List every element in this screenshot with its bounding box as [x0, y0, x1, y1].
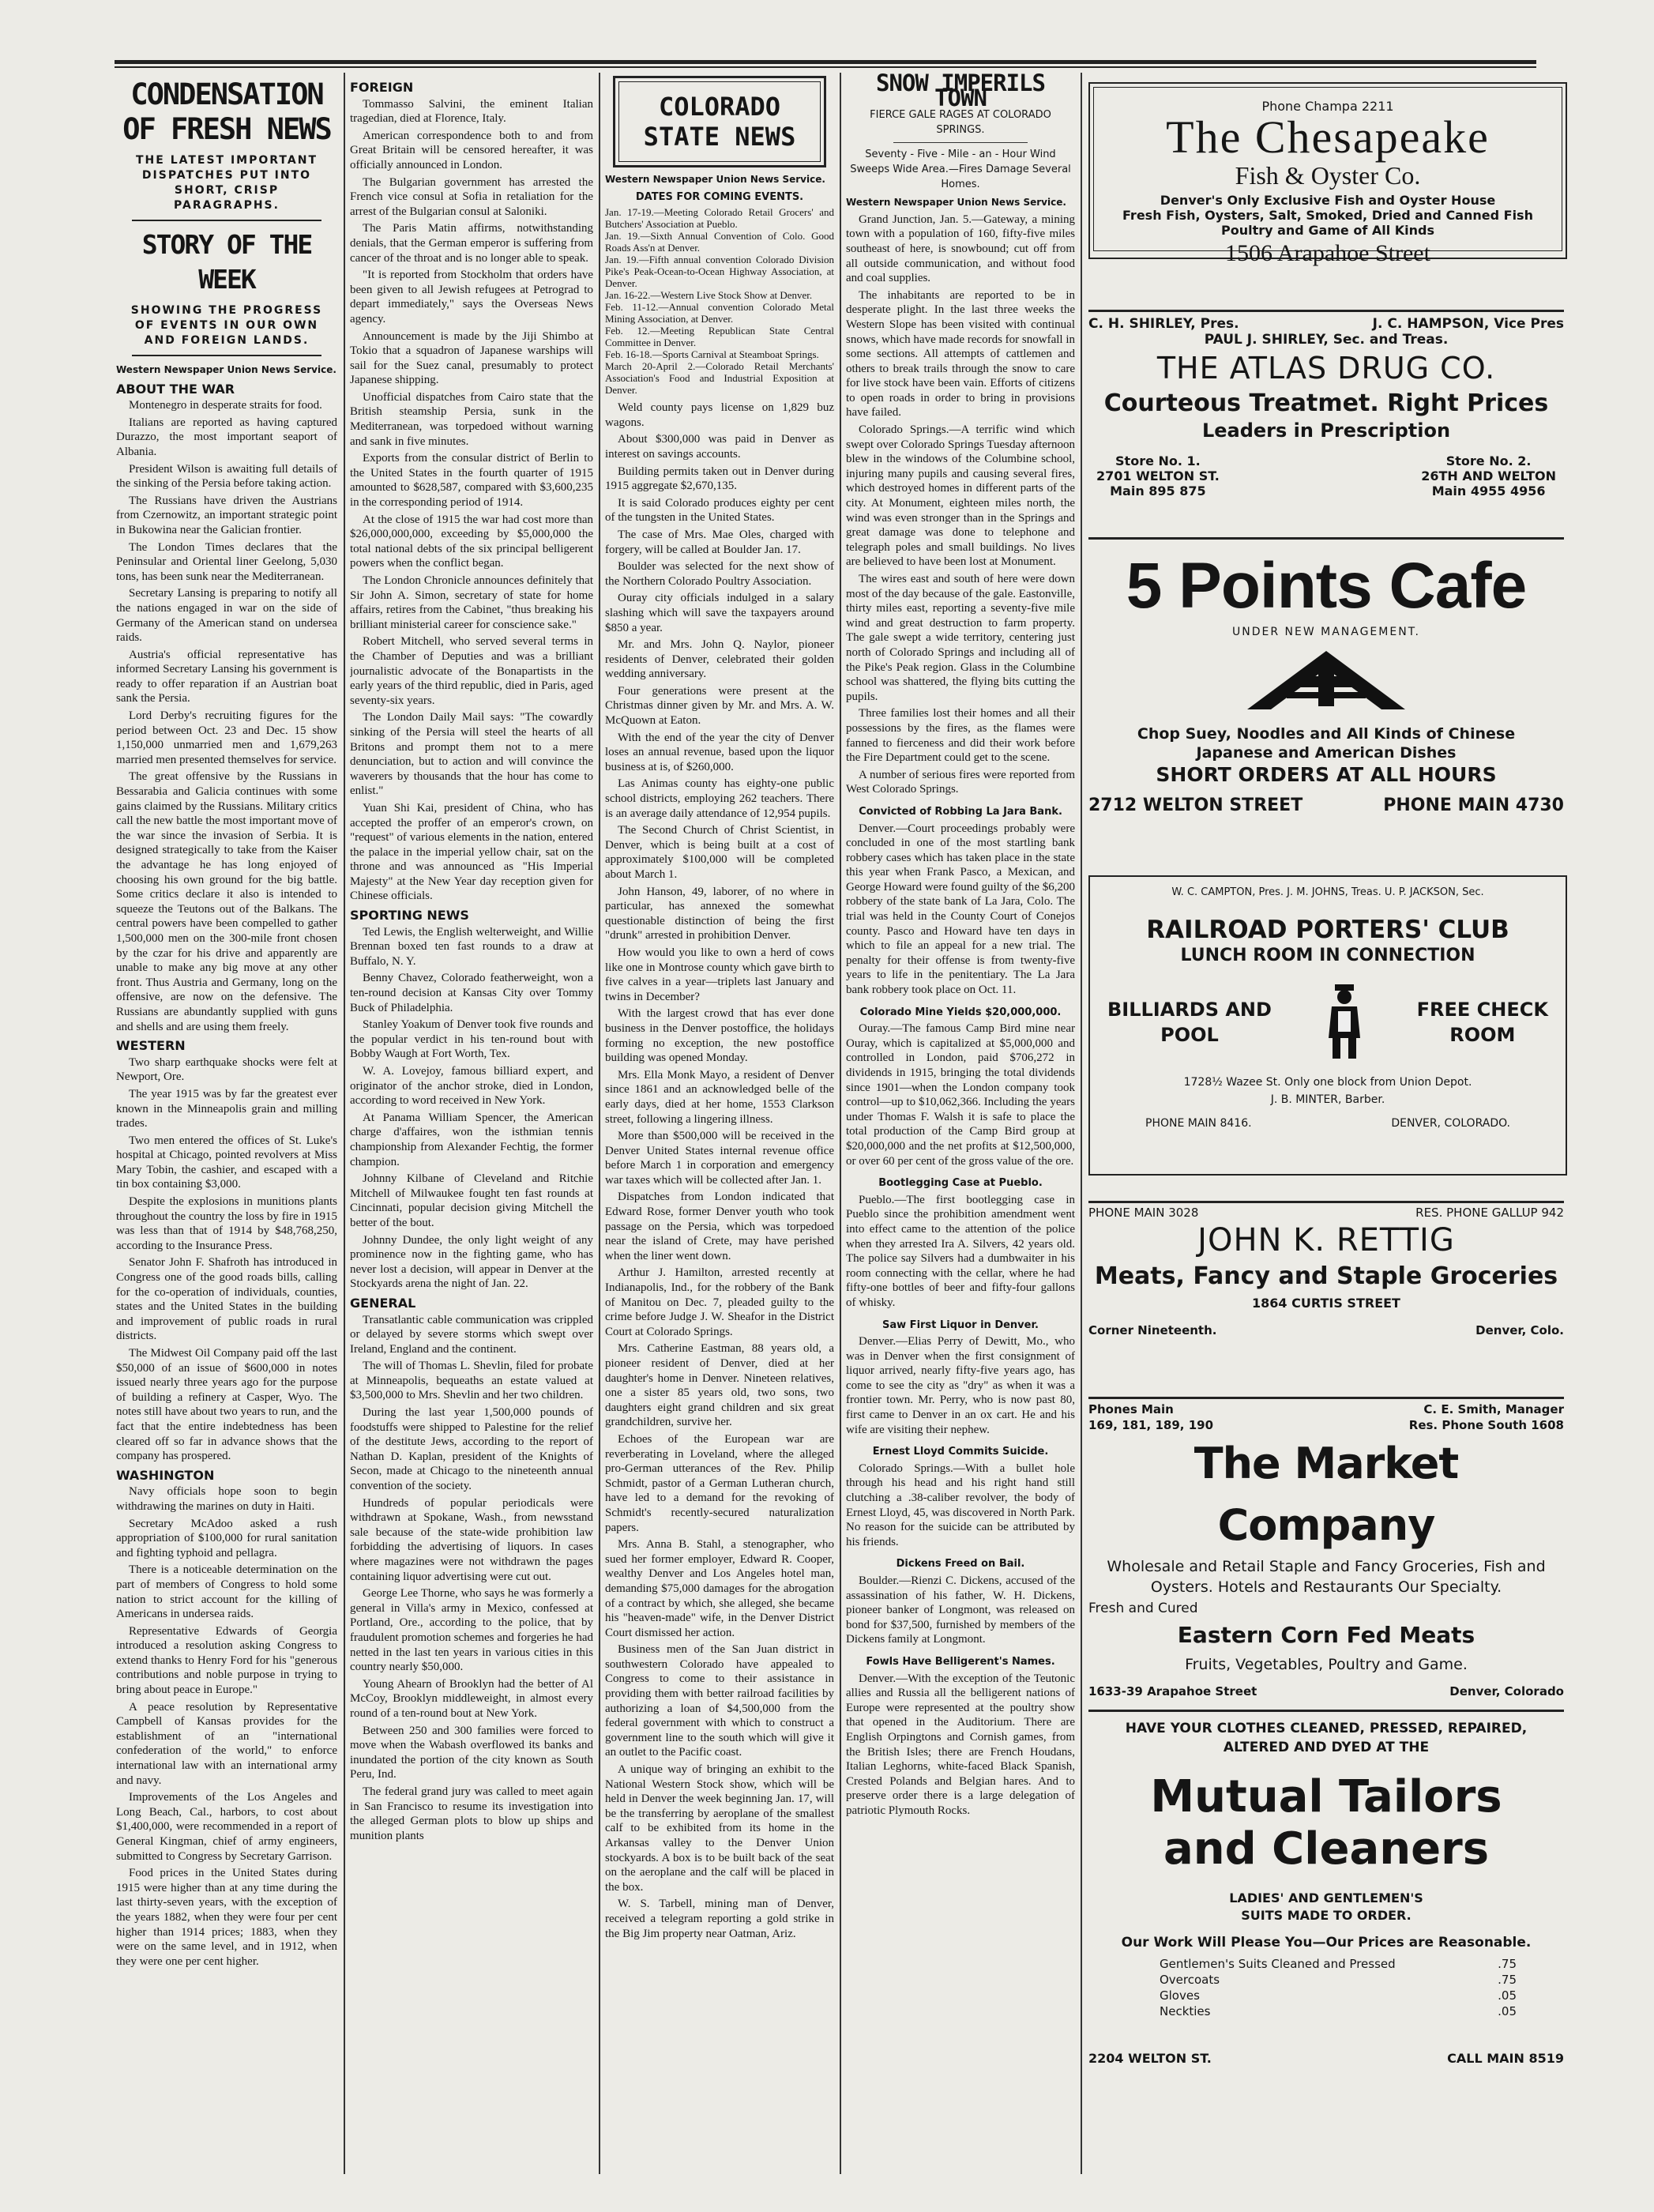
column-kicker-secondary: SHOWING THE PROGRESS OF EVENTS IN OUR OWN AND FOREIGN LANDS.	[130, 304, 323, 347]
column-divider	[344, 73, 345, 2174]
event-dates-list	[605, 206, 834, 396]
ad-address: 1506 Arapahoe Street	[1225, 240, 1430, 266]
store-label: Store No. 2.	[1445, 453, 1532, 468]
ad-phones-row	[1088, 1206, 1564, 1220]
article-paragraph: The Paris Matin affirms, notwithstanding denials, that the German emperor is suffering from cancer of the throat and is no longer able to speak.	[350, 222, 593, 265]
story-paragraph: Denver.—With the exception of the Teutonic allies and Russia all the belligerent nations of Europe were represented at the poultry show that opened in the Auditorium. There are English Orpingtons and Cornish games, from the British Isles; there are French Houdans, Italian Leghorns, white-faced Black Spanish, Crested Polands and Belgian hares. And to preserve order there is a large delegation of patriotic Plymouth Rocks.	[846, 1672, 1075, 1817]
ad-phones	[1088, 1401, 1213, 1433]
ad-footer-row	[1088, 796, 1564, 815]
pagoda-icon	[1239, 645, 1413, 716]
article-paragraph: Navy officials hope soon to begin withdrawing the marines on duty in Haiti.	[116, 1485, 337, 1513]
news-item: Las Animas county has eighty-one public school districts, employing 262 teachers. There is an average daily attendance of 12,954 pupils.	[605, 777, 834, 820]
ad-phone: PHONE MAIN 3028	[1088, 1206, 1199, 1220]
article-paragraph: The will of Thomas L. Shevlin, filed for probate at Minneapolis, bequeaths an estate valued at $3,500,000 to Mrs. Shevlin and her two children.	[350, 1360, 593, 1402]
ad-corner: Corner Nineteenth.	[1088, 1323, 1217, 1337]
article-paragraph: Johnny Kilbane of Cleveland and Ritchie Mitchell of Milwaukee fought ten fast rounds at Cincinnati, popular decision giving Mitchell the better of the bout.	[350, 1172, 593, 1229]
ad-market-company	[1088, 1401, 1564, 1702]
article-paragraph: George Lee Thorne, who says he was formerly a general in Villa's army in Mexico, confessed at Portland, Ore., according to the police, that by fraudulent promotion schemes and forgeries he had netted in the last ten years in various cities in this country nearly $50,000.	[350, 1587, 593, 1674]
news-item: Weld county pays license on 1,829 buz wagons.	[605, 401, 834, 429]
ad-line: Chop Suey, Noodles and All Kinds of Chinese	[1137, 725, 1516, 743]
news-item: Mrs. Ella Monk Mayo, a resident of Denver since 1861 and an acknowledged belle of the early days, died at her home, 1553 Clarkson street, following a lingering illness.	[605, 1068, 834, 1126]
event-date-item: Feb. 16-18.—Sports Carnival at Steamboat Springs.	[605, 348, 819, 361]
article-paragraph: President Wilson is awaiting full details of the sinking of the Persia before taking action.	[116, 462, 337, 491]
ad-divider	[1088, 537, 1564, 540]
article-paragraph: Secretary Lansing is preparing to notify all the nations engaged in war on the side of Germany of the American stand on undersea raids.	[116, 587, 337, 645]
article-paragraph: At the close of 1915 the war had cost more than $26,000,000,000, exceeding by $5,000,000 the total national debts of the six principal belligerent powers when the conflict began.	[350, 513, 593, 570]
ad-address: 1864 CURTIS STREET	[1252, 1296, 1400, 1311]
column-divider	[599, 73, 600, 2174]
ad-slogan: Leaders in Prescription	[1201, 419, 1451, 442]
article-paragraph: Secretary McAdoo asked a rush appropriation of $100,000 for rural sanitation and fighting typhoid and pellagra.	[116, 1517, 337, 1559]
ad-store-2	[1421, 453, 1556, 498]
article-paragraph: Announcement is made by the Jiji Shimbo at Tokio that a squadron of Japanese warships will sail for the Suez canal, presumably to protect Japanese shipping.	[350, 329, 593, 387]
ad-line: LADIES' AND GENTLEMEN'S	[1229, 1890, 1423, 1905]
article-sections	[116, 382, 337, 1969]
article-paragraph: The Russians have driven the Austrians from Czernowitz, an important strategic point in Bukowina near the Galician frontier.	[116, 494, 337, 536]
divider	[132, 220, 321, 221]
ad-phone: PHONE MAIN 4730	[1383, 796, 1564, 815]
phones-value: 169, 181, 189, 190	[1088, 1418, 1214, 1432]
ad-address: 1728½ Wazee St. Only one block from Union Depot.	[1183, 1076, 1472, 1089]
ad-city: DENVER, COLORADO.	[1391, 1117, 1510, 1130]
section-heading: WESTERN	[116, 1038, 186, 1054]
news-item: With the largest crowd that has ever done business in the Denver postoffice, the holidays forming no exception, the new postoffice building was opened Monday.	[605, 1007, 834, 1065]
news-service-credit: Western Newspaper Union News Service.	[846, 197, 1066, 209]
ad-atlas-drug	[1088, 316, 1564, 529]
article-paragraph: A peace resolution by Representative Campbell of Kansas provides for the establishment of an "international confederation of the world," to enforce international law with an international army and navy.	[116, 1700, 337, 1787]
article-paragraph: The London Times declares that the Peninsular and Oriental liner Geelong, 5,030 tons, has been sunk near the Mediterranean.	[116, 540, 337, 583]
ad-features-row	[1090, 983, 1566, 1062]
column-foreign-general	[350, 76, 593, 2193]
price-value: .05	[1498, 1988, 1517, 2003]
feature-line: BILLIARDS AND	[1107, 999, 1272, 1021]
news-item: Ouray city officials indulged in a salary slashing which will save the taxpayers around $850 a year.	[605, 592, 834, 634]
phones-label: Phones Main	[1088, 1402, 1174, 1416]
article-paragraph: "It is reported from Stockholm that orders have been given to all Jewish refugees at Petrograd to depart immediately," says the Overseas News agency.	[350, 269, 593, 325]
event-date-item: Jan. 19.—Fifth annual convention Colorado Division Pike's Peak-Ocean-to-Ocean Highway Association, at Denver.	[605, 254, 834, 290]
price-item: Gentlemen's Suits Cleaned and Pressed	[1160, 1957, 1396, 1971]
event-date-item: Jan. 16-22.—Western Live Stock Show at Denver.	[605, 289, 813, 302]
article-paragraph: Yuan Shi Kai, president of China, who has accepted the proffer of an emperor's crown, on "request" of various elements in the nation, entered the palace in the imperial yellow chair, sat on the throne and was announced as "His Imperial Majesty" at the New Year day reception given for Chinese officials.	[350, 801, 593, 903]
ad-manager	[1409, 1401, 1564, 1433]
column-divider	[1081, 73, 1082, 2174]
section-heading: GENERAL	[350, 1295, 416, 1311]
news-item: Four generations were present at the Christmas dinner given by Mr. and Mrs. A. W. McQuown at Eaton.	[605, 684, 834, 728]
ad-divider	[1088, 1710, 1564, 1712]
store-address: 26TH AND WELTON	[1421, 468, 1556, 483]
article-paragraph: Italians are reported as having captured Durazzo, the most important seaport of Albania.	[116, 416, 337, 458]
article-paragraph: Improvements of the Los Angeles and Long Beach, Cal., harbors, to cost about $1,400,000, were recommended in a report of General Kingman, chief of army engineers, submitted to Congress by Secretary Garrison.	[116, 1791, 337, 1863]
story-heading: Saw First Liquor in Denver.	[882, 1319, 1039, 1331]
column-divider	[840, 73, 841, 2174]
story-paragraph: Three families lost their homes and all their possessions by the fires, as the flames were fanned to fierceness and did their work before the Fire Department could get to the scene.	[846, 707, 1075, 765]
ad-line: Oysters. Hotels and Restaurants Our Specialty.	[1150, 1578, 1502, 1596]
article-paragraph: During the last year 1,500,000 pounds of foodstuffs were shipped to Palestine for the relief of the destitute Jews, according to the report of Nathan D. Kaplan, president of the Knights of Secon, made at Chicago to the nineteenth annual convention of the society.	[350, 1406, 593, 1493]
manager-name: C. E. Smith, Manager	[1423, 1402, 1564, 1416]
news-item: The Second Church of Christ Scientist, in Denver, which is being built at a cost of approximately $100,000 will be completed about March 1.	[605, 824, 834, 881]
ad-business-name: JOHN K. RETTIG	[1197, 1222, 1455, 1258]
article-paragraph: Between 250 and 300 families were forced to move when the Wabash overflowed its banks and inundated the portion of the city known as South Peru, Ind.	[350, 1724, 593, 1781]
ad-line: Fruits, Vegetables, Poultry and Game.	[1185, 1656, 1468, 1673]
price-value: .05	[1498, 2004, 1517, 2018]
story-headline: SNOW IMPERILS TOWN	[876, 73, 1045, 111]
story-heading: Convicted of Robbing La Jara Bank.	[859, 805, 1062, 818]
ad-footer-row	[1088, 1684, 1564, 1698]
news-item: Arthur J. Hamilton, arrested recently at Indianapolis, Ind., for the robbery of the Bank of Manitou on Dec. 7, pleaded guilty to the crime before Judge J. W. Sheafor in the District Court at Colorado Springs.	[605, 1266, 834, 1338]
article-paragraph: Two sharp earthquake shocks were felt at Newport, Ore.	[116, 1055, 337, 1084]
ad-line: Wholesale and Retail Staple and Fancy Groceries, Fish and	[1107, 1558, 1546, 1575]
price-row	[1160, 1972, 1517, 1988]
news-item: Mr. and Mrs. John Q. Naylor, pioneer residents of Denver, celebrated their golden wedding anniversary.	[605, 638, 834, 681]
news-item: It is said Colorado produces eighty per cent of the tungsten in the United States.	[605, 496, 834, 525]
news-item: John Hanson, 49, laborer, of no where in particular, has annexed the somewhat questionable distinction of being the first "drunk" arrested in prohibition Denver.	[605, 885, 834, 942]
ad-address: 1633-39 Arapahoe Street	[1088, 1684, 1257, 1698]
ad-city: Denver, Colorado	[1449, 1684, 1564, 1698]
ad-header-row	[1088, 1401, 1564, 1433]
feature-line: POOL	[1160, 1024, 1219, 1046]
ad-management: UNDER NEW MANAGEMENT.	[1231, 626, 1421, 638]
story-heading: Colorado Mine Yields $20,000,000.	[859, 1006, 1062, 1018]
story-paragraph: The wires east and south of here were down most of the day because of the gale. Eastonville, thirty miles east, reporting a seventy-five mile wind and great destruction to farm property. The gale swept a wide territory, centering just north of Colorado Springs and including all of the Pike's Peak region. Glass in the Columbine school was shattered, the flying bits cutting the pupils.	[846, 573, 1075, 703]
article-paragraph: Austria's official representative has informed Secretary Lansing his government is ready to offer reparation if an Austrian boat sank the Persia.	[116, 648, 337, 705]
ad-business-subname: Fish & Oyster Co.	[1235, 161, 1421, 190]
price-item: Neckties	[1160, 2004, 1211, 2018]
masthead-title: COLORADO STATE NEWS	[618, 81, 821, 162]
column-snow-imperils	[846, 73, 1075, 2190]
event-date-item: Jan. 17-19.—Meeting Colorado Retail Grocers' and Butchers' Association at Pueblo.	[605, 206, 834, 231]
article-paragraph: Two men entered the offices of St. Luke's hospital at Chicago, pointed revolvers at Miss Mary Tobin, the cashier, and escaped with a tin box containing $3,000.	[116, 1134, 337, 1191]
article-paragraph: The Bulgarian government has arrested the French vice consul at Sofia in retaliation for the arrest of the Bulgarian consul at Saloniki.	[350, 175, 593, 218]
divider	[132, 355, 321, 356]
column-kicker: THE LATEST IMPORTANT DISPATCHES PUT INTO SHORT, CRISP PARAGRAPHS.	[135, 154, 318, 212]
dates-heading: DATES FOR COMING EVENTS.	[635, 190, 804, 203]
event-date-item: Feb. 11-12.—Annual convention Colorado Metal Mining Association, at Denver.	[605, 301, 834, 325]
ad-divider	[1088, 1397, 1564, 1399]
ad-barber: J. B. MINTER, Barber.	[1270, 1093, 1385, 1106]
ad-footer-row	[1090, 1117, 1566, 1130]
article-paragraph: The London Daily Mail says: "The cowardly sinking of the Persia will steel the hearts of all Britons and prompt them not to a mere denunciation, but to action and will convince the waverers by thousands that the hour has come to enlist."	[350, 711, 593, 798]
column-condensation	[116, 73, 337, 2190]
ad-line: Meats, Fancy and Staple Groceries	[1094, 1262, 1558, 1290]
story-paragraph: A number of serious fires were reported from West Colorado Springs.	[846, 768, 1075, 796]
ad-address: 2204 WELTON ST.	[1088, 2051, 1212, 2066]
section-heading: FOREIGN	[350, 80, 414, 95]
colorado-news-masthead	[613, 76, 826, 167]
price-row	[1160, 2003, 1517, 2019]
ad-footer-row	[1088, 1323, 1564, 1337]
article-paragraph: Tommasso Salvini, the eminent Italian tragedian, died at Florence, Italy.	[350, 97, 593, 126]
ad-phone: RES. PHONE GALLUP 942	[1415, 1206, 1564, 1220]
news-service-credit: Western Newspaper Union News Service.	[116, 364, 336, 375]
ad-officer: PAUL J. SHIRLEY, Sec. and Treas.	[1204, 332, 1449, 348]
article-paragraph: Lord Derby's recruiting figures for the period between Oct. 23 and Dec. 15 show 1,150,000 unmarried men and 1,679,263 married men presented themselves for service.	[116, 709, 337, 766]
article-paragraph: Stanley Yoakum of Denver took five rounds and the popular verdict in his ten-round bout with Bobby Waugh at Fort Worth, Tex.	[350, 1018, 593, 1061]
ad-divider	[1088, 1201, 1564, 1203]
story-paragraph: Boulder.—Rienzi C. Dickens, accused of the assassination of his father, W. H. Dickens, pioneer banker of Longmont, was released on bond for $37,500, furnished by members of the Dickens family at Longmont.	[846, 1574, 1075, 1646]
ad-officer: C. H. SHIRLEY, Pres.	[1088, 316, 1239, 332]
story-paragraph: Denver.—Court proceedings probably were concluded in one of the most startling bank robbery cases which has taken place in the state this year when Frank Pasco, a Mexican, and George Howard were found guilty of the $6,200 robbery of the state bank of La Jara, Colo. The trial was held in the County Court of Conejos county. Pasco and Howard have ten days in which to file an appeal for a new trial. The penalty for their offense is from twenty-five years to life in the penitentiary. The La Jara bank robbery took place on Oct. 11.	[846, 822, 1075, 997]
event-date-item: March 20-April 2.—Colorado Retail Merchants' Association's Food and Industrial Exposition at Denver.	[605, 360, 834, 397]
ad-line: Fresh Fish, Oysters, Salt, Smoked, Dried and Canned Fish	[1122, 208, 1533, 223]
news-item: Building permits taken out in Denver during 1915 aggregate $2,670,135.	[605, 465, 834, 493]
ad-store-1	[1096, 453, 1220, 498]
ad-feature-left	[1107, 997, 1272, 1048]
news-item: Echoes of the European war are reverberating in Loveland, where the alleged pro-German utterances of the Rev. Philip Schmidt, pastor of a German Lutheran church, have led to a demand for the revoking of Schmidt's recently-secured naturalization papers.	[605, 1432, 834, 1534]
ad-line: Our Work Will Please You—Our Prices are Reasonable.	[1121, 1935, 1532, 1951]
store-phone: Main 4955 4956	[1431, 483, 1546, 498]
ad-business-name: RAILROAD PORTERS' CLUB	[1146, 916, 1509, 944]
ad-line: Denver's Only Exclusive Fish and Oyster House	[1160, 193, 1496, 208]
price-row	[1160, 1956, 1517, 1972]
article-paragraph: Exports from the consular district of Berlin to the United States in the fourth quarter of 1915 amounted to $628,587, compared with $3,600,235 in the corresponding period of 1914.	[350, 452, 593, 510]
event-date-item: Jan. 19.—Sixth Annual Convention of Colo. Good Roads Ass'n at Denver.	[605, 230, 834, 254]
article-paragraph: American correspondence both to and from Great Britain will be censored hereafter, it was officially announced in London.	[350, 129, 593, 171]
ad-divider	[1088, 310, 1564, 312]
column-title: CONDENSATION OF FRESH NEWS	[122, 77, 331, 146]
price-row	[1160, 1988, 1517, 2003]
story-heading: Ernest Lloyd Commits Suicide.	[872, 1446, 1049, 1458]
ad-business-name: and Cleaners	[1163, 1823, 1490, 1875]
news-item: Dispatches from London indicated that Edward Rose, former Denver youth who took passage on the Persia, which was torpedoed near the island of Crete, may have perished when the liner went down.	[605, 1191, 834, 1262]
store-address: 2701 WELTON ST.	[1096, 468, 1220, 483]
ad-phone: PHONE MAIN 8416.	[1145, 1117, 1252, 1130]
story-paragraph: Ouray.—The famous Camp Bird mine near Ouray, which is capitalized at $5,000,000 and controlled in London, paid $706,272 in dividends in 1915, bringing the total dividends since 1901—when the London company took control—up to $10,062,366. Including the years under Thomas F. Walsh it is safe to place the total production of the Camp Bird group at $20,000,000 and the net profits at $12,500,000, or over 60 per cent of the gross value of the ore.	[846, 1022, 1075, 1168]
porter-figure-icon	[1321, 983, 1368, 1062]
article-paragraph: Food prices in the United States during 1915 were higher than at any time during the last thirty-seven years, with the exception of the years 1882, when they were four per cent higher than 1914 prices; 1883, when they were on the same level, and in 1912, when they were one per cent higher.	[116, 1867, 337, 1968]
ad-line: Japanese and American Dishes	[1196, 744, 1457, 762]
news-item: More than $500,000 will be received in the Denver United States internal revenue office before March 1 in corporation and emergency war taxes which will be collected after Jan. 1.	[605, 1130, 834, 1187]
news-item: Business men of the San Juan district in southwestern Colorado have appealed to Congress to come to their assistance in providing them with better railroad facilities by authorizing a loan of $4,500,000 from the federal government with which to construct a government line to the south which will give it an outlet to the Pacific coast.	[605, 1643, 834, 1759]
story-heading: Dickens Freed on Bail.	[896, 1558, 1025, 1571]
article-paragraph: Despite the explosions in munitions plants throughout the country the loss by fire in 1915 was less than that of 1914 by $48,768,250, according to the Insurance Press.	[116, 1195, 337, 1252]
article-paragraph: Robert Mitchell, who served several terms in the Chamber of Deputies and was a brilliant journalistic advocate of the Bonapartists in the early years of the third republic, died in Paris, aged seventy-six years.	[350, 635, 593, 707]
news-item: How would you like to own a herd of cows like one in Montrose county which gave birth to five calves in a year—triplets last January and twins in December?	[605, 946, 834, 1003]
news-item: About $300,000 was paid in Denver as interest on savings accounts.	[605, 433, 834, 461]
article-paragraph: The great offensive by the Russians in Bessarabia and Galicia continues with some gains claimed by the Russians. Military critics call the new battle the most important move of the war since the invasion of Serbia. It is designed strategically to take from the Kaiser the advantage he has long enjoyed of choosing his own ground for the big battle. Some critics declare it also is intended to squeeze the Teutons out of the Balkans. The central powers have been compelled to gather 1,500,000 men on the 300-mile front chosen by the czar for his drive and apparently are unable to make any big move at any other front. Thus Austria and Germany, long on the offensive, are now on the defensive. The Russians are abundantly supplied with guns and shells and are using them freely.	[116, 770, 337, 1033]
feature-line: FREE CHECK	[1416, 999, 1548, 1021]
ad-line: Fresh and Cured	[1088, 1601, 1198, 1616]
section-heading: ABOUT THE WAR	[116, 381, 235, 397]
column-colorado-state-news	[605, 73, 834, 2190]
story-paragraph: The inhabitants are reported to be in desperate plight. In the last three weeks the Western Slope has been visited with continual snows, which have made records for snowfall in some sections. All attempts of cattlemen and others to break trails through the snow to care for live stock have been vain. Efforts of citizens to open roads in order to bring in provisions have failed.	[846, 288, 1075, 419]
article-sections	[350, 81, 593, 1843]
state-news-items	[605, 401, 834, 1941]
article-paragraph: Johnny Dundee, the only light weight of any prominence now in the fighting game, who has never lost a decision, will appear in Denver at the Stockyards arena the night of Jan. 22.	[350, 1233, 593, 1291]
article-paragraph: Ted Lewis, the English welterweight, and Willie Brennan boxed ten fast rounds to a draw at Buffalo, N. Y.	[350, 925, 593, 968]
story-paragraph: Colorado Springs.—A terrific wind which swept over Colorado Springs Tuesday afternoon blew in the windows of the Columbine school, injuring many pupils and causing several fires, which destroyed homes in different parts of the city. At Monument, eighteen miles north, the wind was even stronger than in the Springs and great damage was done to telephone and telegraph poles and small buildings. No lives are believed to have been lost at Monument.	[846, 423, 1075, 569]
cafe-roof-logo	[1088, 645, 1564, 720]
article-paragraph: The year 1915 was by far the greatest ever known in the Minneapolis grain and milling trades.	[116, 1087, 337, 1130]
section-heading: SPORTING NEWS	[350, 908, 469, 924]
ad-line: HAVE YOUR CLOTHES CLEANED, PRESSED, REPAIRED,	[1125, 1721, 1528, 1736]
news-item: A unique way of bringing an exhibit to the National Western Stock show, which will be held in Denver the week beginning Jan. 17, will be the transferring by aeroplane of the smallest calf to be exhibited from its home in the Arkansas valley to the Denver Union stockyards. A box is to be built back of the seat on the aeroplane and the calf will be placed in the box.	[605, 1763, 834, 1894]
price-list	[1160, 1956, 1517, 2019]
ad-officers: W. C. CAMPTON, Pres. J. M. JOHNS, Treas. U. P. JACKSON, Sec.	[1171, 886, 1484, 898]
news-item: W. S. Tarbell, mining man of Denver, received a telegram reporting a gold strike in the Big Jim property near Oatman, Ariz.	[605, 1898, 834, 1940]
story-paragraph: Denver.—Elias Perry of Dewitt, Mo., who was in Denver when the first consignment of liquor arrived, nearly fifty-five years ago, has come to see the city as "dry" as when it was a frontier town. Mr. Perry, who is now past 80, first came to Denver in an ox cart. He and his wife are visiting their nephew.	[846, 1335, 1075, 1436]
ad-city: Denver, Colo.	[1475, 1323, 1564, 1337]
news-service-credit: Western Newspaper Union News Service.	[605, 174, 825, 185]
article-paragraph: Hundreds of popular periodicals were withdrawn at Spokane, Wash., from newsstand sale because of the state-wide prohibition law forbidding the advertising of liquors. In cases where magazines were not withdrawn the pages containing liquor advertising were cut out.	[350, 1496, 593, 1583]
ad-line: ALTERED AND DYED AT THE	[1223, 1740, 1430, 1755]
news-item: The case of Mrs. Mae Oles, charged with forgery, will be called at Boulder Jan. 17.	[605, 528, 834, 556]
res-phone: Res. Phone South 1608	[1408, 1418, 1564, 1432]
store-label: Store No. 1.	[1115, 453, 1201, 468]
ad-stores-row	[1088, 453, 1564, 498]
divider	[893, 142, 1028, 143]
ad-slogan: Courteous Treatmet. Right Prices	[1103, 389, 1549, 417]
ad-john-rettig	[1088, 1206, 1564, 1400]
article-paragraph: The Midwest Oil Company paid off the last $50,000 of an issue of $600,000 in notes issued nearly three years ago for the purpose of building a refinery at Casper, Wyo. The notes still have about two years to run, and the fact that the entire indebtedness has been cleared off so far in advance shows that the company has prospered.	[116, 1347, 337, 1463]
article-paragraph: Young Ahearn of Brooklyn had the better of Al McCoy, Brooklyn middleweight, in almost every round of a ten-round bout at New York.	[350, 1677, 593, 1720]
ad-railroad-porters-club	[1088, 875, 1567, 1176]
article-paragraph: At Panama William Spencer, the American charge d'affaires, won the isthmian tennis championship from Alexander Fechtig, the former champion.	[350, 1111, 593, 1168]
news-item: Mrs. Catherine Eastman, 88 years old, a pioneer resident of Denver, died at her daughter's home in Denver. Nineteen relatives, one a sister 85 years old, two sons, two daughters eight grand children and six great grandchildren, survive her.	[605, 1342, 834, 1429]
ad-business-name: Mutual Tailors	[1150, 1771, 1502, 1823]
ad-line: Poultry and Game of All Kinds	[1220, 223, 1435, 238]
article-paragraph: Transatlantic cable communication was crippled or delayed by severe storms which swept over Ireland, England and the continent.	[350, 1313, 593, 1356]
price-item: Overcoats	[1160, 1973, 1220, 1987]
article-paragraph: Unofficial dispatches from Cairo state that the British steamship Persia, sunk in the Mediterranean, was torpedoed without warning and sank in five minutes.	[350, 390, 593, 448]
story-body	[846, 213, 1075, 797]
article-paragraph: W. A. Lovejoy, famous billiard expert, and originator of the anchor stroke, died in London, according to word received in New York.	[350, 1065, 593, 1108]
ad-line: Eastern Corn Fed Meats	[1177, 1622, 1475, 1648]
ad-business-name: The Chesapeake	[1166, 111, 1490, 163]
top-rule	[115, 60, 1536, 64]
news-item: Mrs. Anna B. Stahl, a stenographer, who sued her former employer, Edward R. Cooper, wealthy Denver and Los Angeles hotel man, demanding $75,000 damages for the abrogation of a contract by which, she alleged, she became his "heaven-made" wife, in the Denver District Court dismissed her action.	[605, 1538, 834, 1639]
ad-feature-right	[1417, 997, 1548, 1048]
article-paragraph: There is a noticeable determination on the part of members of Congress to hold some nation to strict account for the killing of Americans in undersea raids.	[116, 1563, 337, 1621]
ad-business-name: THE ATLAS DRUG CO.	[1156, 351, 1496, 386]
ad-officer: J. C. HAMPSON, Vice Pres	[1372, 316, 1564, 332]
store-phone: Main 895 875	[1110, 483, 1206, 498]
ad-inner-border	[1093, 87, 1562, 266]
story-paragraph: Colorado Springs.—With a bullet hole through his head and his right hand still clutching a .38-caliber revolver, the body of Ernest Lloyd, 45, was discovered in North Park. No reason for the suicide can be attributed by his friends.	[846, 1462, 1075, 1548]
story-deck: FIERCE GALE RAGES AT COLORADO SPRINGS.	[870, 109, 1051, 136]
ad-mutual-tailors	[1088, 1719, 1564, 2090]
price-value: .75	[1498, 1957, 1517, 1971]
article-paragraph: Senator John F. Shafroth has introduced in Congress one of the good roads bills, calling for the co-operation of individuals, counties, states and the United States in the building and improvement of public roads in rural districts.	[116, 1256, 337, 1343]
news-item: Boulder was selected for the next show of the Northern Colorado Poultry Association.	[605, 560, 834, 588]
ad-line: SHORT ORDERS AT ALL HOURS	[1156, 763, 1497, 786]
ad-footer-row	[1088, 2051, 1564, 2066]
ad-subtitle: LUNCH ROOM IN CONNECTION	[1180, 946, 1475, 965]
feature-line: ROOM	[1449, 1024, 1516, 1046]
price-item: Gloves	[1160, 1988, 1200, 2003]
ad-business-name: 5 Points Cafe	[1126, 550, 1527, 622]
short-stories	[846, 805, 1075, 1819]
story-paragraph: Grand Junction, Jan. 5.—Gateway, a mining town with a population of 160, fifty-five miles southeast of here, is snowbound; cut off from all outside communication, and without food and coal supplies.	[846, 213, 1075, 285]
ad-phone: CALL MAIN 8519	[1447, 2051, 1564, 2066]
ad-phone: Phone Champa 2211	[1261, 99, 1394, 114]
article-paragraph: Benny Chavez, Colorado featherweight, won a ten-round decision at Kansas City over Tommy Buck of Philadelphia.	[350, 972, 593, 1014]
top-rule-thin	[115, 66, 1536, 68]
price-value: .75	[1498, 1973, 1517, 1987]
article-paragraph: The London Chronicle announces definitely that Sir John A. Simon, secretary of state for home affairs, retires from the Cabinet, "thus breaking his brilliant ministerial career for conscience sake."	[350, 574, 593, 631]
event-date-item: Feb. 12.—Meeting Republican State Central Committee in Denver.	[605, 325, 834, 349]
ad-line: SUITS MADE TO ORDER.	[1241, 1908, 1412, 1923]
story-paragraph: Pueblo.—The first bootlegging case in Pueblo since the prohibition amendment went into effect came to the attention of the police when they arrested Ira A. Silvers, 42 years old. The police say Silvers had a dumbwaiter in his room connecting with the cellar, where he had fifty-one bottles of beer and fifty-four gallons of whisky.	[846, 1193, 1075, 1309]
section-heading: WASHINGTON	[116, 1467, 215, 1483]
story-heading: Bootlegging Case at Pueblo.	[878, 1177, 1043, 1190]
ad-officers-row	[1088, 316, 1564, 332]
ad-five-points-cafe	[1088, 547, 1564, 855]
ad-business-name: The Market Company	[1194, 1439, 1459, 1550]
ad-address: 2712 WELTON STREET	[1088, 796, 1303, 815]
column-title-secondary: STORY OF THE WEEK	[141, 229, 312, 295]
article-paragraph: Montenegro in desperate straits for food.	[129, 399, 322, 412]
story-deck-secondary: Seventy - Five - Mile - an - Hour Wind Sweeps Wide Area.—Fires Damage Several Homes.	[850, 149, 1071, 190]
article-paragraph: The federal grand jury was called to meet again in San Francisco to resume its investigation into the alleged German plots to blow up ships and munition plants	[350, 1785, 593, 1842]
article-paragraph: Representative Edwards of Georgia introduced a resolution asking Congress to extend thanks to Henry Ford for his "generous contributions and noble purpose in trying to bring about peace in Europe."	[116, 1624, 337, 1697]
story-heading: Fowls Have Belligerent's Names.	[866, 1655, 1055, 1668]
ad-chesapeake	[1088, 82, 1567, 266]
news-item: With the end of the year the city of Denver loses an annual revenue, based upon the liquor business at is, of $260,000.	[605, 731, 834, 773]
